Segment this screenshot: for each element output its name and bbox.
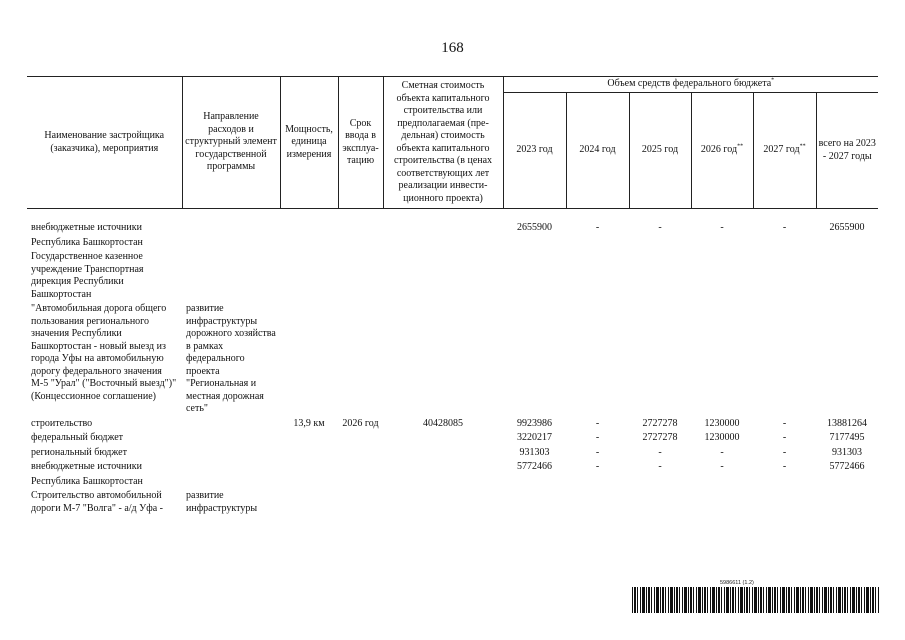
row-total	[816, 475, 878, 490]
row-total: 931303	[832, 446, 863, 458]
row-year-value: -	[782, 432, 787, 443]
row-cost	[383, 221, 503, 236]
row-year-value	[629, 475, 691, 490]
row-total	[816, 236, 878, 251]
row-direction	[182, 417, 280, 432]
header-federal-group-mark: *	[771, 77, 775, 84]
row-year-value: 1230000	[704, 432, 740, 443]
row-cost	[383, 431, 503, 446]
row-year-value	[503, 302, 566, 417]
row-name: Строительство автомобильной дороги М-7 "Волга" - а/д Уфа -	[31, 490, 163, 514]
row-total: 5772466	[829, 461, 865, 472]
row-total: 2655900	[829, 222, 865, 233]
row-direction	[182, 250, 280, 302]
row-direction	[182, 475, 280, 490]
row-total	[816, 250, 878, 302]
row-year-value: -	[782, 446, 787, 458]
row-year-value	[691, 475, 753, 490]
row-cost	[383, 489, 503, 516]
year-label: 2025 год	[641, 144, 679, 156]
row-year-value	[566, 475, 629, 490]
row-year-value: -	[720, 461, 724, 472]
row-total	[816, 489, 878, 516]
row-direction	[182, 431, 280, 446]
row-year-value: -	[595, 432, 600, 443]
row-year-value: -	[782, 222, 787, 233]
row-term	[338, 489, 383, 516]
row-cost	[383, 460, 503, 475]
row-year-value: -	[782, 461, 787, 472]
row-year-value	[753, 250, 816, 302]
row-term	[338, 446, 383, 461]
row-cost	[383, 236, 503, 251]
row-year-value	[753, 302, 816, 417]
row-year-value: -	[720, 446, 724, 458]
header-year-2024	[566, 93, 629, 209]
row-year-value: -	[658, 461, 662, 472]
header-year-2023	[503, 93, 566, 209]
row-direction	[182, 221, 280, 236]
header-total: всего на 2023 - 2027 годы	[816, 93, 878, 209]
budget-table	[27, 76, 878, 516]
row-year-value: 3220217	[517, 432, 552, 443]
row-year-value: 2727278	[642, 432, 678, 443]
row-year-value	[566, 489, 629, 516]
row-name: строительство	[31, 417, 93, 429]
row-cost	[383, 475, 503, 490]
table-row	[27, 236, 878, 251]
row-year-value	[503, 250, 566, 302]
year-label: 2023 год	[516, 144, 553, 156]
row-year-value: -	[658, 446, 662, 458]
table-row	[27, 431, 878, 446]
row-year-value	[629, 489, 691, 516]
row-name: федеральный бюджет	[31, 432, 124, 443]
row-year-value	[691, 236, 753, 251]
row-direction	[182, 460, 280, 475]
row-year-value	[629, 236, 691, 251]
row-term	[338, 236, 383, 251]
barcode	[632, 587, 880, 613]
row-year-value	[566, 236, 629, 251]
barcode-text: 5986611 (1.2)	[720, 580, 754, 586]
row-direction	[182, 446, 280, 461]
header-cost: Сметная стоимость объекта капитального строительства или предполагаемая (пре-дельная) стоимость объекта капитального строительства (в ценах соответствующих лет реализации инвести-ционного проекта)	[383, 77, 503, 209]
row-capacity	[280, 446, 338, 461]
row-year-value: -	[720, 222, 724, 233]
row-name: региональный бюджет	[31, 446, 127, 458]
row-year-value	[691, 250, 753, 302]
row-capacity	[280, 302, 338, 417]
header-year-2027	[753, 93, 816, 209]
row-term	[338, 460, 383, 475]
row-year-value: -	[782, 417, 787, 429]
row-year-value	[503, 475, 566, 490]
table-row	[27, 475, 878, 490]
table-row	[27, 417, 878, 432]
row-term	[338, 250, 383, 302]
row-year-value: 931303	[519, 446, 550, 458]
row-year-value	[503, 489, 566, 516]
row-term: 2026 год	[342, 417, 379, 429]
row-year-value	[753, 236, 816, 251]
row-year-value	[691, 489, 753, 516]
row-cost	[383, 446, 503, 461]
row-year-value	[503, 236, 566, 251]
row-total: 13881264	[827, 417, 868, 429]
row-year-value	[629, 250, 691, 302]
row-name: Государственное казенное учреждение Транспортная дирекция Республики Башкортостан	[31, 251, 144, 300]
row-name: Республика Башкортостан	[31, 475, 143, 487]
row-capacity	[280, 475, 338, 490]
row-capacity	[280, 460, 338, 475]
row-name: внебюджетные источники	[31, 461, 142, 472]
row-total: 7177495	[829, 432, 865, 443]
header-term: Срок ввода в эксплуа-тацию	[338, 77, 383, 209]
row-capacity: 13,9 км	[293, 417, 325, 429]
row-year-value: -	[595, 446, 600, 458]
table-row	[27, 250, 878, 302]
row-capacity	[280, 489, 338, 516]
table-row	[27, 302, 878, 417]
header-direction: Направление расходов и структурный элемент государственной программы	[182, 77, 280, 209]
header-year-2025	[629, 93, 691, 209]
row-year-value	[753, 475, 816, 490]
row-term	[338, 431, 383, 446]
table-row	[27, 460, 878, 475]
year-label: 2026 год	[700, 144, 738, 156]
row-year-value	[691, 302, 753, 417]
row-capacity	[280, 236, 338, 251]
row-capacity	[280, 221, 338, 236]
row-year-value	[566, 302, 629, 417]
header-federal-group-label: Объем средств федерального бюджета	[607, 78, 772, 90]
header-federal-group	[503, 77, 878, 93]
row-year-value: 2727278	[642, 417, 678, 429]
table-row	[27, 446, 878, 461]
row-direction	[182, 236, 280, 251]
year-mark: **	[737, 143, 744, 150]
row-cost: 40428085	[423, 417, 463, 429]
row-direction: развитие инфраструктуры дорожного хозяйства в рамках федерального проекта "Региональная и местная дорожная сеть"	[186, 303, 276, 414]
row-year-value: 2655900	[517, 222, 552, 233]
page-number: 168	[441, 40, 464, 56]
row-capacity	[280, 431, 338, 446]
row-term	[338, 221, 383, 236]
row-term	[338, 302, 383, 417]
year-label: 2027 год	[763, 144, 800, 156]
row-term	[338, 475, 383, 490]
row-year-value: 9923986	[517, 417, 552, 429]
row-year-value: -	[658, 222, 662, 233]
row-cost	[383, 250, 503, 302]
row-name: "Автомобильная дорога общего пользования регионального значения Республики Башкортостан - новый выезд из города Уфы на автомобильную дорогу федерального значения М-5 "Урал" ("Восточный выезд")" (Концессионное соглашение)	[31, 303, 177, 402]
row-year-value	[753, 489, 816, 516]
row-year-value: -	[595, 222, 600, 233]
row-year-value: -	[595, 461, 600, 472]
year-label: 2024 год	[579, 144, 616, 156]
row-cost	[383, 302, 503, 417]
header-name: Наименование застройщика (заказчика), мероприятия	[27, 77, 182, 209]
row-capacity	[280, 250, 338, 302]
row-total	[816, 302, 878, 417]
header-capacity: Мощность, единица измерения	[280, 77, 338, 209]
row-year-value: 1230000	[704, 417, 740, 429]
row-year-value: -	[595, 417, 600, 429]
header-year-2026	[691, 93, 753, 209]
row-year-value	[629, 302, 691, 417]
row-name: внебюджетные источники	[31, 222, 142, 233]
row-year-value	[566, 250, 629, 302]
row-year-value: 5772466	[517, 461, 552, 472]
table-row	[27, 221, 878, 236]
row-direction: развитие инфраструктуры	[186, 490, 258, 514]
row-name: Республика Башкортостан	[31, 236, 143, 248]
year-mark: **	[799, 143, 806, 150]
table-row	[27, 489, 878, 516]
